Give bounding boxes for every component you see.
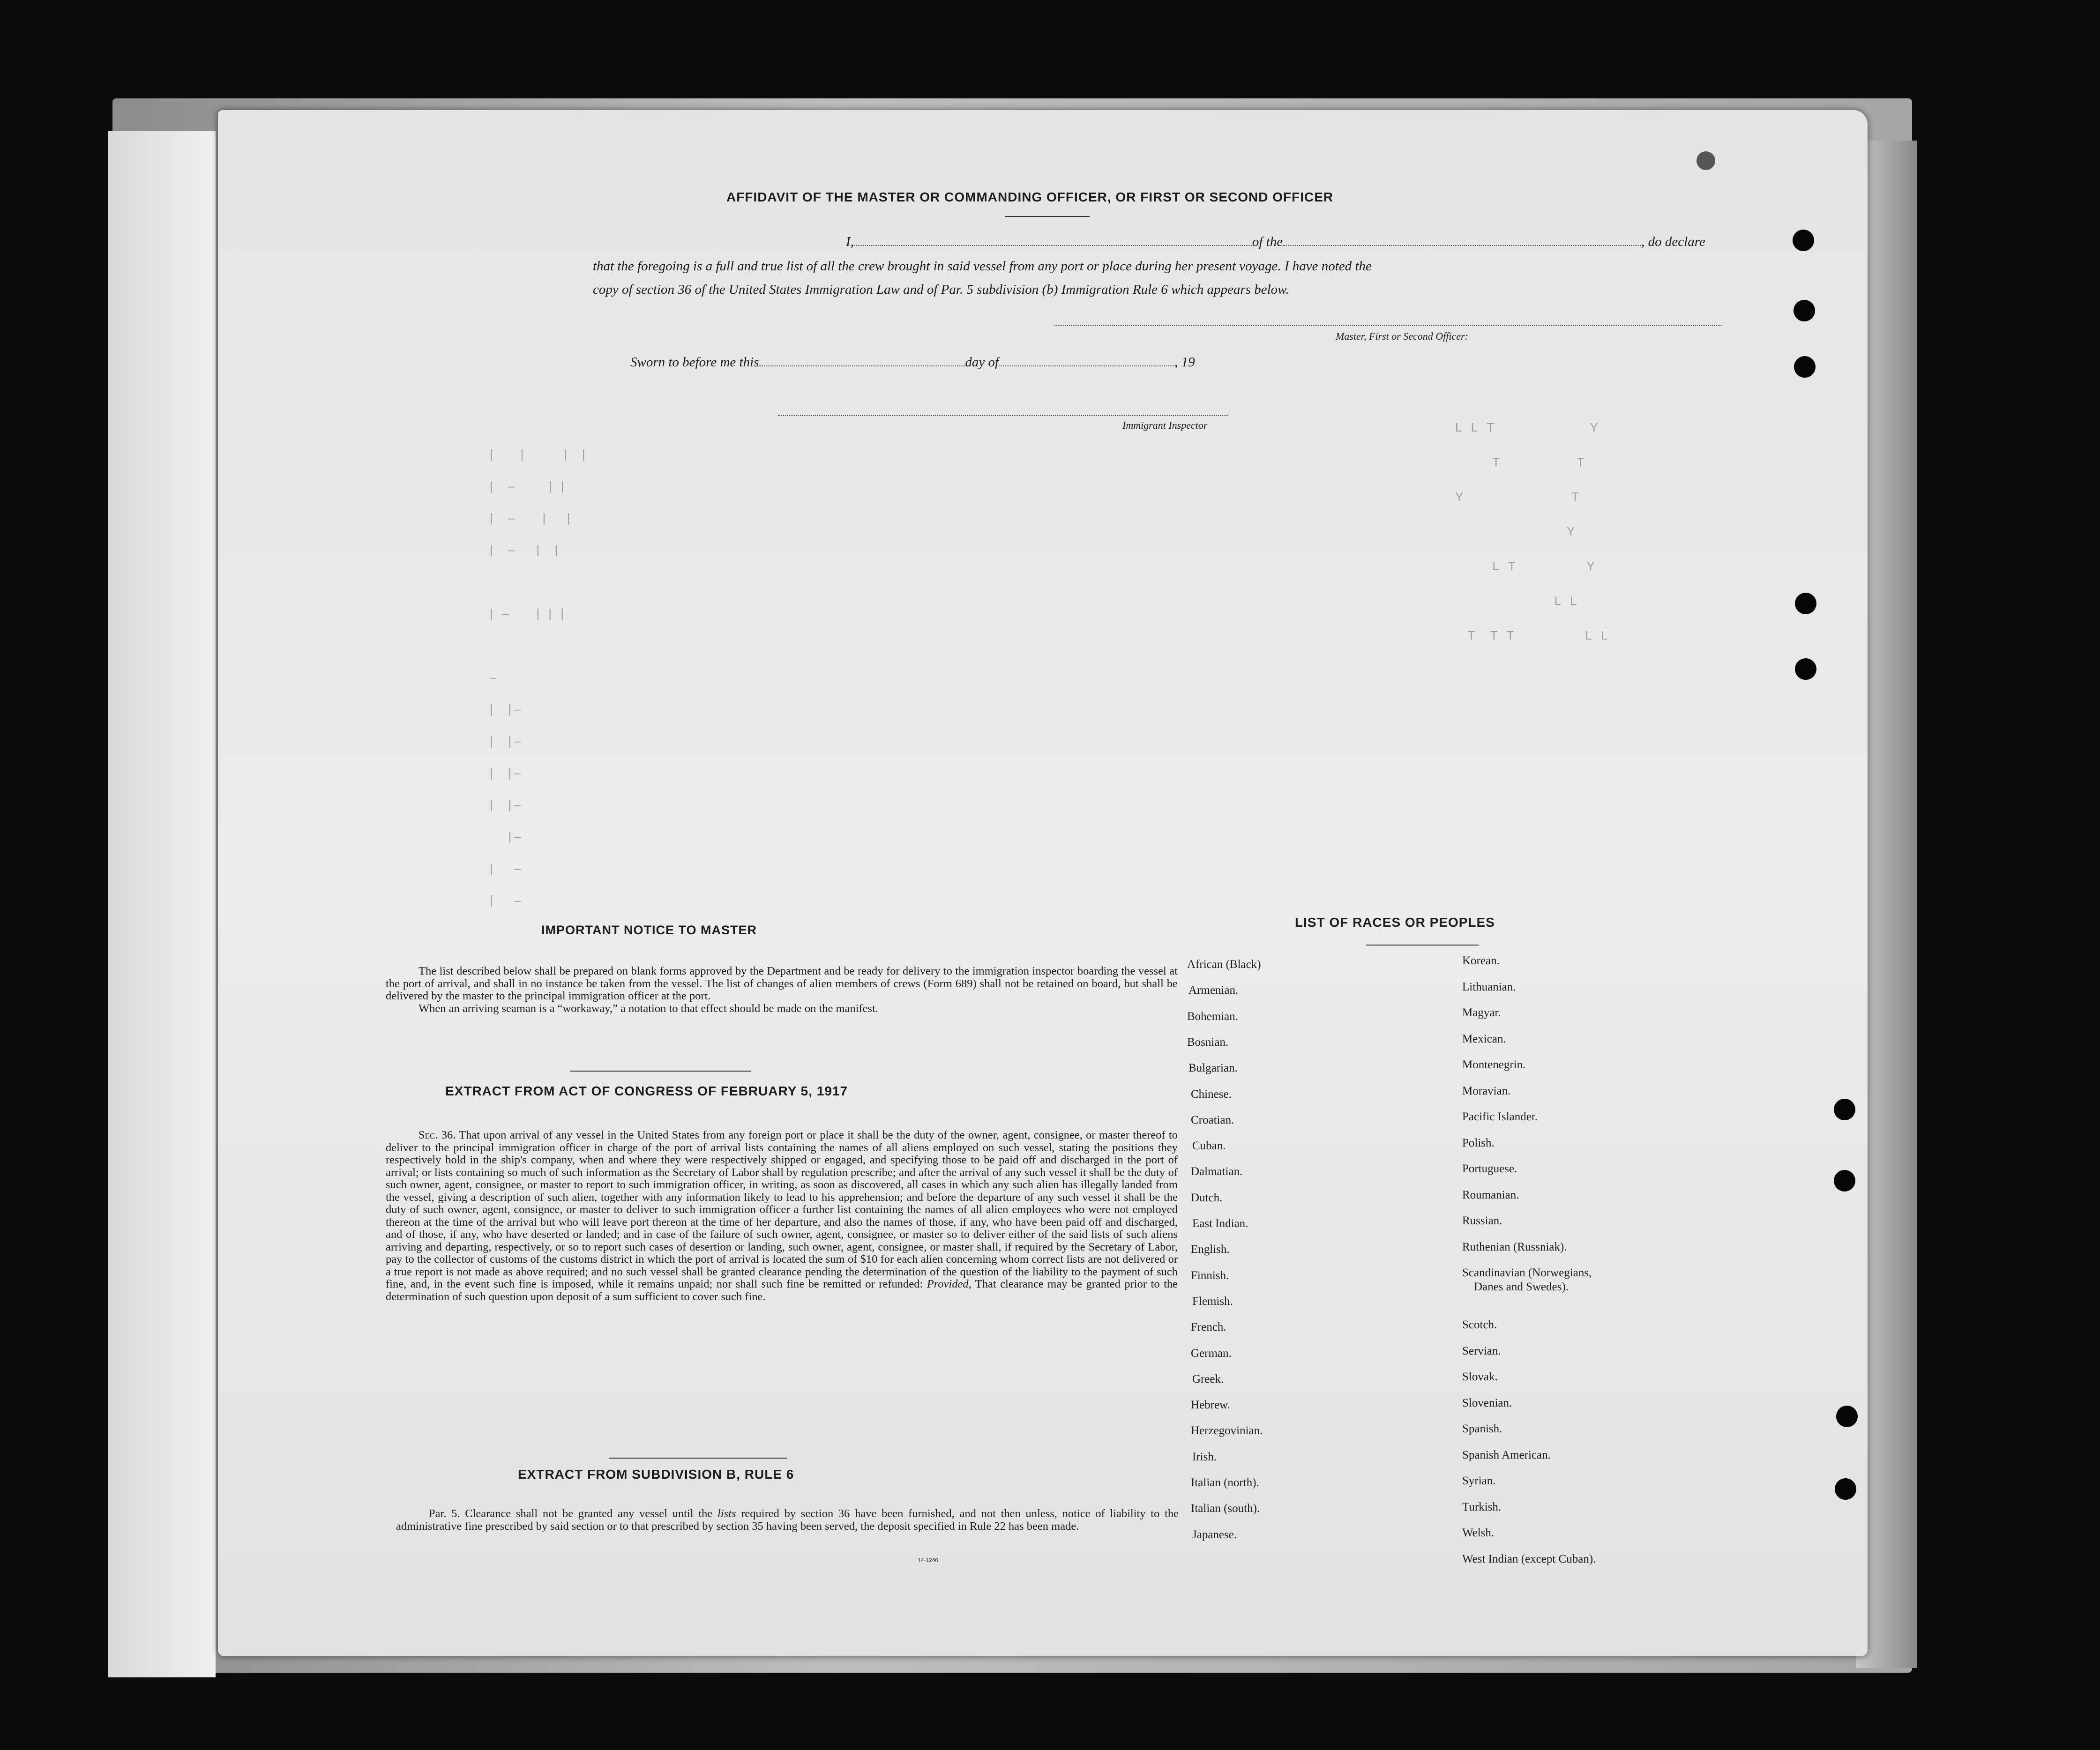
rule-text-b: required by section 36 have been furnished, and not then unless, notice of liability to the administrative fine prescribed by said section or to that prescribed by section 35 having been served, the deposit specified in Rule 22 has been made. — [396, 1507, 1179, 1533]
race-item: English. — [1191, 1243, 1230, 1256]
affidavit-line-1 — [593, 229, 1722, 255]
race-item: Slovak. — [1462, 1370, 1498, 1383]
race-item: Bohemian. — [1187, 1010, 1239, 1023]
notice-paragraph-1: The list described below shall be prepared on blank forms approved by the Department and be ready for delivery to the immigration inspector boarding the vessel at the port of arrival, and shall in no instance be taken from the vessel. The list of changes of alien members of crews (Form 689) shall not be retained on board, but shall be delivered by the master to the principal immigration officer at the port. — [386, 965, 1178, 1002]
race-item: Herzegovinian. — [1191, 1424, 1263, 1437]
act-extract-text — [386, 1129, 1178, 1303]
signature-label: Master, First or Second Officer: — [1336, 330, 1468, 342]
form-number: 14-1240 — [918, 1557, 939, 1564]
race-item: Hebrew. — [1191, 1399, 1230, 1412]
binder-hole — [1795, 658, 1816, 680]
race-item: Scotch. — [1462, 1318, 1497, 1331]
race-item: Korean. — [1462, 954, 1500, 967]
affidavit-line-3: copy of section 36 of the United States Immigration Law and of Par. 5 subdivision (b) Immigration Rule 6 which appears below. — [593, 282, 1289, 297]
race-item: Polish. — [1462, 1136, 1495, 1149]
race-item: East Indian. — [1192, 1217, 1248, 1230]
bleed-through-marks-right: L L T Y T T Y T Y L T Y L L T T T L L — [1455, 420, 1611, 642]
rule-lists-word: lists — [717, 1507, 736, 1520]
race-item: Mexican. — [1462, 1032, 1506, 1045]
race-item: Croatian. — [1191, 1113, 1234, 1126]
race-item: Servian. — [1462, 1344, 1501, 1357]
sworn-day-field — [759, 365, 965, 366]
race-item: Danes and Swedes). — [1474, 1280, 1569, 1293]
section-number: Sec. 36. — [419, 1129, 456, 1141]
races-title-rule — [1366, 945, 1479, 946]
race-item: Bosnian. — [1187, 1035, 1229, 1049]
affidavit-i-label: I, — [846, 234, 854, 249]
race-item: Montenegrin. — [1462, 1058, 1526, 1071]
race-item: Cuban. — [1192, 1139, 1226, 1153]
race-item: Russian. — [1462, 1214, 1502, 1227]
race-item: Magyar. — [1462, 1006, 1501, 1019]
race-item: Spanish. — [1462, 1422, 1502, 1435]
race-item: Slovenian. — [1462, 1396, 1512, 1409]
race-item: Welsh. — [1462, 1527, 1495, 1539]
affidavit-line-2: that the foregoing is a full and true list of all the crew brought in said vessel from any port or place during her present voyage. I have noted the — [593, 259, 1372, 274]
inspector-line — [778, 415, 1228, 416]
race-item: Dalmatian. — [1191, 1165, 1243, 1178]
rule-extract-text — [396, 1508, 1179, 1533]
race-item: Flemish. — [1192, 1295, 1233, 1308]
provided-word: Provided, — [927, 1278, 972, 1290]
signature-line — [1054, 325, 1722, 326]
binder-hole — [1794, 356, 1816, 378]
race-item: West Indian (except Cuban). — [1462, 1552, 1596, 1565]
day-of-label: day of — [965, 355, 999, 370]
affidavit-of-the: of the — [1252, 234, 1283, 249]
binder-hole — [1834, 1099, 1855, 1120]
race-item: Japanese. — [1192, 1528, 1237, 1541]
race-item: French. — [1191, 1321, 1226, 1334]
rule-text-a: Par. 5. Clearance shall not be granted any vessel until the — [429, 1507, 713, 1520]
notice-paragraph-2: When an arriving seaman is a “workaway,” a notation to that effect should be made on the manifest. — [419, 1002, 879, 1015]
title-rule — [1005, 216, 1090, 217]
binder-hole — [1836, 1406, 1858, 1427]
race-item: Portuguese. — [1462, 1162, 1517, 1175]
affidavit-title: AFFIDAVIT OF THE MASTER OR COMMANDING OFFICER, OR FIRST OR SECOND OFFICER — [726, 190, 1334, 204]
race-item: Italian (south). — [1191, 1502, 1260, 1515]
race-item: African (Black) — [1187, 958, 1261, 971]
race-item: Turkish. — [1462, 1500, 1502, 1513]
section-36-end: That clearance may be granted prior to the determination of such question upon deposit of a sum sufficient to cover such fine. — [386, 1278, 1178, 1303]
rule-extract-title: EXTRACT FROM SUBDIVISION B, RULE 6 — [518, 1467, 794, 1482]
section-rule — [570, 1071, 751, 1072]
left-underlying-sheet — [108, 131, 216, 1677]
section-36-text: That upon arrival of any vessel in the United States from any foreign port or place it shall be the duty of the owner, agent, consignee, or master thereof to deliver to the principal immigration officer in charge of the port of arrival lists containing the names of all aliens employed on such vessel, stating the positions they respectively hold in the ship's company, when and where they were respectively shipped or engaged, and specifying those to be paid off and discharged in the port of arrival; or lists containing so much of such information as the Secretary of Labor shall by regulation prescribe; and after the arrival of any such vessel it shall be the duty of such owner, agent, consignee, or master to report to such immigration officer, in writing, as soon as discovered, all cases in which any such alien has illegally landed from the vessel, giving a description of such alien, together with any information likely to lead to his apprehension; and before the departure of any such vessel it shall be the duty of such owner, agent, consignee, or master to deliver to such immigration officer a further list containing the names of all alien employees who were not employed thereon at the time of the arrival but who will leave port thereon at the time of her departure, and also the names of those, if any, who have been paid off and discharged, and of those, if any, who have deserted or landed; and in case of the failure of such owner, agent, consignee, or master so to deliver either of the said lists of such aliens arriving and departing, respectively, or so to report such cases of desertion or landing, such owner, agent, consignee, or master shall, if required by the Secretary of Labor, pay to the collector of customs of the customs district in which the port of arrival is located the sum of $10 for each alien concerning whom correct lists are not delivered or a true report is not made as above required; and no such vessel shall be granted clearance pending the determination of the question of the liability to the payment of such fine, and, in the event such fine is imposed, while it remains unpaid; nor shall such fine be remitted or refunded: — [386, 1129, 1178, 1290]
binder-hole — [1793, 230, 1814, 251]
race-item: Finnish. — [1191, 1269, 1229, 1282]
races-title: LIST OF RACES OR PEOPLES — [1295, 915, 1495, 930]
race-item: Moravian. — [1462, 1084, 1511, 1097]
sworn-label: Sworn to before me this — [630, 355, 759, 370]
binder-hole — [1795, 593, 1816, 614]
binder-hole — [1834, 1170, 1855, 1191]
race-item: Spanish American. — [1462, 1448, 1551, 1461]
race-item: Syrian. — [1462, 1474, 1496, 1487]
notice-text — [386, 965, 1178, 1015]
manifest-back-page — [218, 110, 1868, 1656]
master-name-field — [854, 245, 1252, 246]
race-item: Pacific Islander. — [1462, 1110, 1538, 1123]
race-item: Ruthenian (Russniak). — [1462, 1240, 1567, 1253]
notice-title: IMPORTANT NOTICE TO MASTER — [541, 923, 757, 937]
race-item: Scandinavian (Norwegians, — [1462, 1266, 1592, 1279]
race-item: Armenian. — [1188, 984, 1239, 997]
act-extract-title: EXTRACT FROM ACT OF CONGRESS OF FEBRUARY 5, 1917 — [445, 1084, 848, 1098]
bleed-through-marks: | | | | | – | | | – | | | – | | | – | | | – | |– | |– | |– | |– |– | – | – — [490, 447, 588, 907]
race-item: Italian (north). — [1191, 1476, 1259, 1489]
race-item: Greek. — [1192, 1372, 1224, 1385]
race-item: Chinese. — [1191, 1087, 1232, 1101]
sworn-month-field — [999, 365, 1174, 366]
affidavit-body — [593, 229, 1722, 303]
vessel-name-field — [1283, 245, 1641, 246]
sworn-line — [630, 349, 1195, 375]
binder-hole — [1794, 300, 1815, 321]
inspector-label: Immigrant Inspector — [1122, 419, 1208, 431]
section-rule — [609, 1458, 787, 1459]
race-item: Lithuanian. — [1462, 980, 1516, 993]
race-item: Irish. — [1192, 1450, 1217, 1463]
binder-hole — [1835, 1478, 1856, 1500]
year-label: , 19 — [1174, 355, 1195, 370]
race-item: Dutch. — [1191, 1191, 1223, 1204]
race-item: Bulgarian. — [1188, 1062, 1238, 1075]
affidavit-declare: , do declare — [1641, 234, 1705, 249]
race-item: Roumanian. — [1462, 1188, 1519, 1201]
race-item: German. — [1191, 1347, 1232, 1360]
binder-hole — [1696, 151, 1715, 170]
